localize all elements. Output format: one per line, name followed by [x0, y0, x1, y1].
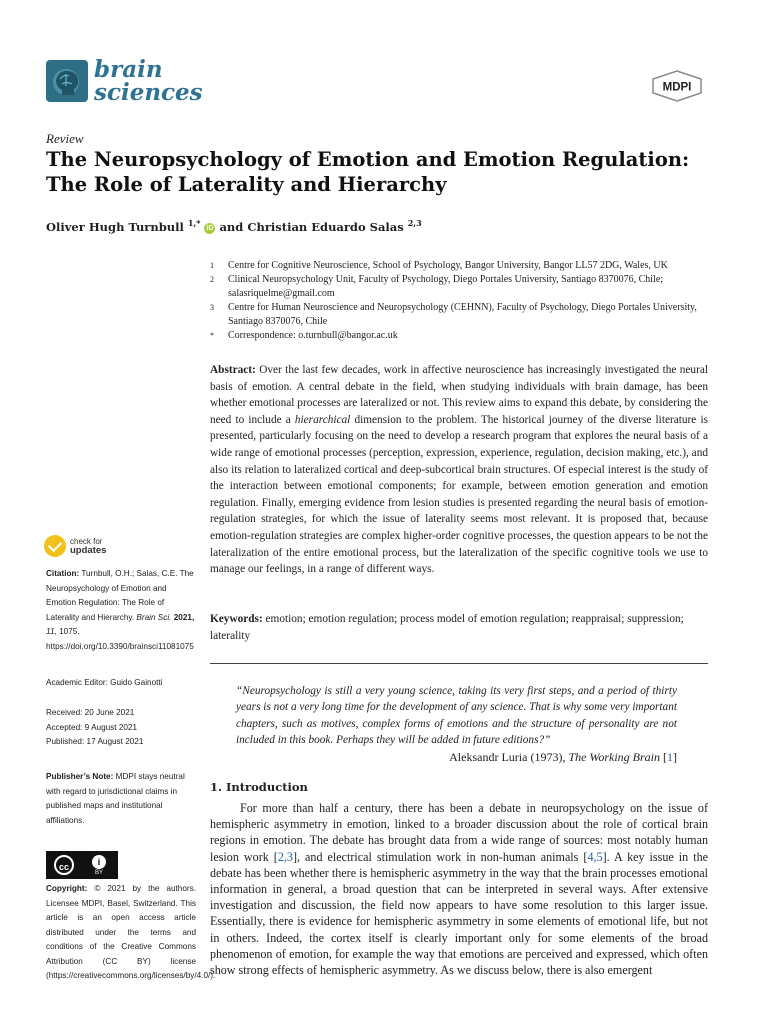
citation-label: Citation:	[46, 569, 80, 578]
check-line1: check for	[70, 537, 103, 546]
body-text	[210, 800, 708, 978]
creative-commons-icon: cc	[54, 855, 74, 875]
copyright-text: © 2021 by the authors. Licensee MDPI, Basel, Switzerland. This article is an open access article distributed under the terms and conditions of the Creative Commons Attribution (CC BY) license (https://creativecommons.org/licenses/by/4.0/).	[46, 884, 216, 980]
citation-text: Turnbull, O.H.; Salas, C.E. The Neuropsychology of Emotion and Emotion Regulation: The Role of Laterality and Hierarchy.	[46, 569, 194, 622]
citation-volume: 11,	[46, 627, 57, 636]
epigraph-ref-close: ]	[673, 750, 677, 764]
affiliation-number: 2	[210, 275, 214, 284]
author-conjunction: and	[219, 219, 244, 234]
epigraph-quote: “Neuropsychology is still a very young science, taking its very first steps, and a period of thirty years is not a very long time for the development of any science. That is why some very important chapters, such as motives, complex forms of emotions and the structure of personality are not included in this book. Perhaps they will be added in future editions?”	[236, 685, 677, 746]
citation-journal: Brain Sci.	[136, 612, 172, 622]
publisher-logo	[651, 70, 703, 107]
affiliation-item	[210, 301, 730, 329]
abstract-label: Abstract:	[210, 364, 256, 376]
author-1[interactable]: Oliver Hugh Turnbull	[46, 219, 184, 234]
author-1-affiliation: 1,*	[187, 218, 201, 228]
keywords	[210, 611, 708, 644]
affiliation-text: Clinical Neuropsychology Unit, Faculty of Psychology, Diego Portales University, Santiago 8370076, Chile; salasriquelme@gmail.com	[228, 274, 664, 299]
check-for-updates-button[interactable]	[44, 535, 106, 557]
journal-name	[94, 58, 203, 104]
check-icon	[44, 535, 66, 557]
citation-doi[interactable]: 1075. https://doi.org/10.3390/brainsci11081075	[46, 627, 194, 651]
epigraph-ref-open: [	[663, 750, 667, 764]
paragraph-text: ]. A key issue in the debate has been whether there is hemispheric asymmetry in the way that the brain processes emotional information in general, a broad question that can be interpreted in several ways. After extensive investigation and discussion, the field now appears to have some resolution to this larger issue. Essentially, there is evidence for hemispheric asymmetry in some elements of emotional life, but not in others. Indeed, the cortex itself is clearly important only for some elements of the broad phenomenon of emotion, for example the way that emotions are perceived and expressed, which often show strong effects of hemispheric asymmetry. As we discuss below, there is also emergent	[210, 849, 708, 978]
affiliation-item	[210, 329, 730, 343]
epigraph-book: The Working Brain	[568, 750, 660, 764]
affiliation-text: Centre for Human Neuroscience and Neuropsychology (CEHNN), Faculty of Psychology, Diego Portales University, Santiago 8370076, Chile	[228, 302, 697, 327]
keywords-text: emotion; emotion regulation; process model of emotion regulation; reappraisal; suppression; laterality	[210, 613, 684, 642]
publishers-note-text: MDPI stays neutral with regard to jurisdictional claims in published maps and institutional affiliations.	[46, 772, 185, 825]
affiliation-number: 1	[210, 261, 214, 270]
cc-by-label: BY	[94, 869, 103, 876]
reference-link[interactable]: 1	[667, 750, 673, 764]
academic-editor: Academic Editor: Guido Gainotti	[46, 678, 163, 687]
paragraph-text: For more than half a century, there has been a debate in neuropsychology on the issue of hemispheric asymmetry in emotion, linked to a broader discussion about the role of cortical brain regions in emotion. The debate has brought data from a wide range of sources: most notably human lesion work [	[210, 801, 708, 864]
abstract-emphasis: hierarchical	[294, 413, 351, 426]
author-list	[46, 218, 422, 234]
journal-name-line1: brain	[94, 56, 163, 83]
keywords-label: Keywords:	[210, 613, 263, 625]
publishers-note-label: Publisher’s Note:	[46, 772, 114, 781]
affiliations	[210, 259, 730, 343]
paragraph	[210, 800, 708, 978]
affiliation-item	[210, 259, 730, 273]
cc-by-license-badge[interactable]	[46, 851, 118, 879]
reference-link[interactable]: 4,5	[587, 849, 603, 864]
cc-logo-area	[47, 852, 81, 878]
citation-year: 2021,	[173, 612, 195, 622]
publishers-note	[46, 770, 196, 828]
affiliation-number: *	[210, 331, 214, 340]
check-for-updates-label	[70, 537, 106, 555]
author-2-affiliation: 2,3	[407, 218, 422, 228]
publication-dates	[46, 706, 196, 750]
abstract	[210, 362, 708, 578]
orcid-icon[interactable]: iD	[206, 224, 214, 232]
abstract-text-part1: Over the last few decades, work in affective neuroscience has increasingly investigated the neural basis of emotion. A central debate in the field, when studying individuals with brain damage, has been whether emotional processes are lateralized or not. This review aims to expand this debate, by considering the need to include a	[210, 364, 708, 426]
check-line2: updates	[70, 545, 107, 556]
correspondence-text: Correspondence: o.turnbull@bangor.ac.uk	[228, 330, 398, 341]
publisher-name: MDPI	[662, 81, 692, 94]
published-date: Published: 17 August 2021	[46, 737, 144, 746]
cc-by-area	[81, 852, 117, 878]
journal-logo-icon	[46, 60, 88, 102]
epigraph-author: Aleksandr Luria (1973),	[449, 750, 566, 764]
article-title: The Neuropsychology of Emotion and Emotion Regulation: The Role of Laterality and Hierarchy	[46, 148, 690, 196]
accepted-date: Accepted: 9 August 2021	[46, 722, 138, 732]
received-date: Received: 20 June 2021	[46, 708, 135, 717]
copyright	[46, 882, 216, 984]
copyright-label: Copyright:	[46, 884, 88, 893]
article-type: Review	[46, 131, 84, 146]
journal-name-line2: sciences	[94, 79, 203, 106]
reference-link[interactable]: 2,3	[277, 849, 293, 864]
attribution-icon: i	[92, 855, 106, 869]
affiliation-item	[210, 273, 730, 301]
section-heading: 1. Introduction	[210, 780, 308, 794]
paragraph-text: ], and electrical stimulation work in non-human animals [	[292, 849, 588, 864]
abstract-text-part2: dimension to the problem. The historical journey of the diverse literature is presented, particularly focusing on the need to develop a research program that explores the neural basis of a wide range of emotional processes (perception, expression, experience, regulation, decision making, etc.), and also its relation to lateralized cortical and deep-subcortical brain structures. Of especial interest is the study of the interaction between emotional components; for example, between emotion generation and emotion regulation. Finally, emerging evidence from lesion studies is presented regarding the neural basis of emotion-regulation strategies, for which the issue of laterality seems most relevant. It is proposed that, because emotion-regulation strategies are complex higher-order cognitive processes, the question appears to be not the lateralization of the entire emotional process, but the lateralization of the specific cognitive tools we use to manage our feelings, in a range of different ways.	[210, 413, 708, 576]
citation	[46, 567, 196, 654]
epigraph-source	[236, 750, 677, 765]
section-divider	[210, 663, 708, 664]
author-2[interactable]: Christian Eduardo Salas	[247, 219, 404, 234]
affiliation-number: 3	[210, 303, 214, 312]
affiliation-text: Centre for Cognitive Neuroscience, School of Psychology, Bangor University, Bangor LL57 2DG, Wales, UK	[228, 260, 668, 271]
